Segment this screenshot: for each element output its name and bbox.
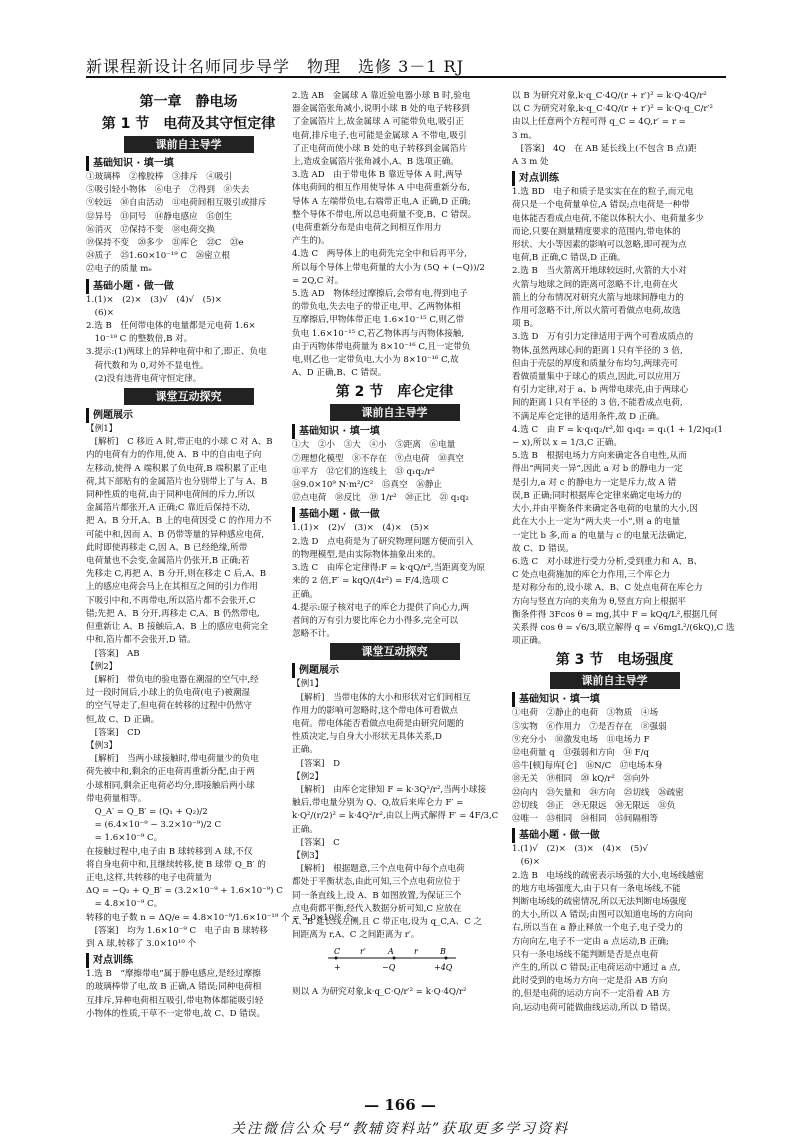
text-line: 荷,其下部贴有的金属箔片也分别带上了与 A、B xyxy=(86,476,268,487)
text-line: 2.选 D 点电荷是为了研究物理问题方便而引入 xyxy=(292,536,474,547)
text-line: 可能中和,因而 A、B 仍带等量的异种感应电荷, xyxy=(86,529,265,540)
text-line: 【例2】 xyxy=(292,771,324,782)
text-line: A、D 正确,B、C 错误。 xyxy=(292,368,387,379)
text-line: 先移走 C,再把 A、B 分开,则在移走 C 后,A、B xyxy=(86,569,267,580)
text-line: 3.提示:(1)两球上的异种电荷中和了,即正、负电 xyxy=(86,347,267,358)
text-line: = 1.6×10⁻⁹ C。 xyxy=(86,833,163,844)
text-line: 大小,并由平衡条件来确定各电荷的电量的大小,因 xyxy=(512,504,698,515)
text-line: ⑨充分小 ⑩激发电场 ⑪电场力 F xyxy=(512,734,650,745)
text-line: 3.选 C 由库仑定律得:F = k·qQ/r²,当距离变为原 xyxy=(292,563,486,574)
section-banner: 课前自主导学 xyxy=(124,136,254,153)
section-title: 第 2 节 库仑定律 xyxy=(335,384,454,401)
text-line: 过一段时间后,小球上的负电荷(电子)被潮湿 xyxy=(86,688,251,699)
text-line: 是引力,a 对 c 的静电力一定是斥力,故 A 错 xyxy=(512,477,677,488)
text-line: ①玻璃棒 ②橡胶棒 ③排斥 ④吸引 xyxy=(86,172,233,182)
text-line: Q_A′ = Q_B′ = (Q₁ + Q₂)/2 xyxy=(86,806,208,817)
text-line: 把 A、B 分开,A、B 上的电荷因受 C 的作用力不 xyxy=(86,516,272,527)
column-middle xyxy=(292,90,497,999)
text-line: 6.选 C 对小球进行受力分析,受到重力和 A、B、 xyxy=(512,556,703,567)
text-line: [答案] 4Q 在 AB 延长线上(不包含 B 点)距 xyxy=(512,143,697,154)
text-line: 但由于壳层的厚度和质量分布均匀,两球壳可 xyxy=(512,358,679,369)
text-line: 【例2】 xyxy=(86,661,118,672)
text-line: 作用可忽略不计,所以火箭可看做点电荷,故选 xyxy=(512,306,681,317)
text-line: 间的距离 l 只有半径的 3 倍,不能看成点电荷, xyxy=(512,398,683,409)
text-line: 由以上任意两个方程可得 q_C = 4Q,r′ = r = xyxy=(512,117,686,128)
text-line: 正确。 xyxy=(292,589,318,600)
text-line: 则以 A 为研究对象,k·q_C·Q/r′² = k·Q·4Q/r² xyxy=(292,986,467,997)
text-line: 5.选 B 根据电场力方向来确定各自电性,从而 xyxy=(512,451,687,462)
text-line: [答案] AB xyxy=(86,648,140,659)
text-line: 1.选 B “摩擦带电”属于静电感应,是经过摩擦 xyxy=(86,969,261,980)
text-line: 互排斥,异种电荷相互吸引,带电物体都能吸引轻 xyxy=(86,995,264,1006)
text-line: [解析] 当带电体的大小和形状对它们间相互 xyxy=(292,692,471,703)
text-line: 只有一条电场线不能判断是否是点电荷 xyxy=(512,949,659,960)
text-line: 作用力的影响可忽略时,这个带电体可看做点 xyxy=(292,705,459,716)
text-line: 到 A 球,转移了 3.0×10¹⁰ 个 xyxy=(86,938,197,949)
text-line: 得出“两同夹一异”,因此 a 对 b 的静电力一定 xyxy=(512,464,683,475)
diagram-label-plus-4q: +4Q xyxy=(434,963,453,973)
text-line: 将自身电荷中和,且继续转移,使 B 球带 Q_B′ 的 xyxy=(86,859,266,870)
text-line: 产生的,所以 C 错误;正电荷运动中通过 a 点, xyxy=(512,962,681,973)
text-line: 形状、大小等因素的影响可以忽略,即可视为点 xyxy=(512,240,687,251)
text-line: 4.选 C 两导体上的电荷先完全中和后再平分, xyxy=(292,249,467,260)
text-line: 触后,带电量分别为 Q、Q,故后来库仑力 F′ = xyxy=(292,798,464,809)
text-line: 器金属箔张角减小,说明小球 B 处的电子转移到 xyxy=(292,104,470,115)
text-line: ⑱无关 ⑲相同 ⑳ kQ/r² ㉑向外 xyxy=(512,774,650,785)
text-line: 都处于平衡状态,由此可知,三个点电荷应位于 xyxy=(292,877,461,888)
text-line: 项正确。 xyxy=(512,636,547,647)
diagram-label-b: B xyxy=(440,947,446,957)
footer-note: 关注微信公众号“教辅资料站”获取更多学习资料 xyxy=(230,1121,570,1137)
text-line: 电荷,排斥电子,也可能是金属球 A 不带电,吸引 xyxy=(292,130,467,141)
text-line: 2.选 AB 金属球 A 靠近验电器小球 B 时,验电 xyxy=(292,91,471,101)
text-line: ⑫异号 ⑬同号 ⑭静电感应 ⑮创生 xyxy=(86,211,233,222)
diagram-label-r-prime: r′ xyxy=(360,947,366,957)
text-line: 电,则乙也一定带负电,大小为 8×10⁻¹⁶ C,故 xyxy=(292,355,459,366)
text-line: 判断电场线的疏密情况,所以无法判断电场强度 xyxy=(512,896,687,907)
text-line: = (6.4×10⁻⁹ − 3.2×10⁻⁹)/2 C xyxy=(86,820,222,831)
subsection-heading: 基础小题 · 做一做 xyxy=(86,279,291,294)
subsection-heading: 对点训练 xyxy=(512,171,717,186)
text-line: 不满足库仑定律的适用条件,故 D 正确。 xyxy=(512,411,665,422)
text-line: 【例1】 xyxy=(86,424,118,435)
text-line: k·Q²/(r/2)² = k·4Q²/r²,由以上两式解得 F′ = 4F/3,C xyxy=(292,811,499,822)
text-line: 的地方电场强度大,由于只有一条电场线,不能 xyxy=(512,883,681,894)
diagram-charge-point xyxy=(335,957,338,960)
text-line: 内的电荷有力的作用,使 A、B 中的自由电子向 xyxy=(86,450,262,461)
text-line: ⑤实物 ⑥作用力 ⑦是否存在 ⑧强弱 xyxy=(512,721,667,732)
text-line: (6)× xyxy=(512,857,540,868)
text-line: 所以每个导体上带电荷量的大小为 (5Q + (−Q))/2 xyxy=(292,262,485,273)
text-line: 上的感应电荷会马上在其相互之间的引力作用 xyxy=(86,582,258,593)
text-line: 2.选 B 当火箭离开地球较远时,火箭的大小对 xyxy=(512,266,687,277)
text-line: 以 B 为研究对象,k·q_C·4Q/(r + r′)² = k·Q·4Q/r² xyxy=(512,91,707,101)
text-line: 是对称分布的,设小球 A、B、C 处点电荷在库仑力 xyxy=(512,583,703,594)
text-line: (电荷重新分布是由电荷之间相互作用力 xyxy=(292,223,442,234)
section-title: 第一章 静电场 xyxy=(139,94,238,110)
text-line: 右,所以当在 a 静止释放一个电子,电子受力的 xyxy=(512,923,683,934)
text-line: 由于丙物体带电荷量为 8×10⁻¹⁶ C,且一定带负 xyxy=(292,341,471,352)
subsection-heading: 例题展示 xyxy=(86,408,291,423)
text-line: 同一条直线上,设 A、B 如图放置,为保证三个 xyxy=(292,890,462,901)
text-line: 4.提示:原子核对电子的库仑力提供了向心力,两 xyxy=(292,602,470,613)
text-line: 了金属箔片上,故金属球 A 可能带负电,吸引正 xyxy=(292,117,464,128)
text-line: 而论,只要在测量精度要求的范围内,带电体的 xyxy=(512,226,681,237)
diagram-charge-point xyxy=(393,957,396,960)
text-line: ㉗切线 ㉘正 ㉙无限远 ㉚无限远 ㉛负 xyxy=(512,800,676,811)
text-line: 导体 A 左端带负电,右端带正电,A 正确,D 正确; xyxy=(292,196,471,207)
text-line: 10⁻¹⁹ C 的整数倍,B 对。 xyxy=(86,334,193,345)
subsection-heading: 基础小题 · 做一做 xyxy=(292,507,497,522)
text-line: 以 C 为研究对象,k·q_C·4Q/(r + r′)² = k·Q·q_C/r′² xyxy=(512,104,713,115)
text-line: − x),所以 x = 1/3,C 正确。 xyxy=(512,438,622,449)
subsection-heading: 基础知识 · 填一填 xyxy=(292,424,497,439)
text-line: 2.选 B 电场线的疏密表示场强的大小,电场线越密 xyxy=(512,870,704,881)
text-line: 此时即使再移走 C,因 A、B 已经绝缘,所带 xyxy=(86,542,248,553)
text-line: 此在大小上一定为“两大夹一小”,则 a 的电量 xyxy=(512,517,681,528)
text-line: ⑰点电荷 ⑱反比 ⑲ 1/r² ⑳正比 ㉑ q₁q₂ xyxy=(292,493,469,504)
text-line: 误,B 正确;同时根据库仑定律来确定电场力的 xyxy=(512,490,682,501)
text-line: 电荷。带电体能否看做点电荷是由研究问题的 xyxy=(292,718,464,729)
text-line: 但重新让 A、B 接触后,A、B 上的感应电荷完全 xyxy=(86,622,269,633)
text-line: 火箭与地球之间的距离可忽略不计,电荷在火 xyxy=(512,279,679,290)
text-line: 正确。 xyxy=(292,824,318,835)
page-number: — 166 — xyxy=(364,1096,436,1114)
text-line: 小物体的性质,干草不一定带电,故 C、D 错误。 xyxy=(86,1008,266,1019)
page-header: 新课程新设计名师同步导学 物理 选修 3－1 RJ xyxy=(86,54,726,78)
text-line: [答案] 均为 1.6×10⁻⁹ C 电子由 B 球转移 xyxy=(86,925,269,936)
text-line: 衡条件得 3Fcos θ = mg,其中 F = kQq/L²,根据几何 xyxy=(512,609,718,620)
text-line: ⑤吸引轻小物体 ⑥电子 ⑦得到 ⑧失去 xyxy=(86,185,250,196)
text-line: (6)× xyxy=(86,307,114,318)
text-line: 正确。 xyxy=(292,745,318,756)
text-line: A、B 延长线左侧,且 C 带正电,设为 q_C,A、C 之 xyxy=(292,916,483,927)
diagram-label-plus: + xyxy=(334,963,341,973)
text-line: 1.(1)× (2)× (3)√ (4)√ (5)× xyxy=(86,294,222,305)
text-line: 性质决定,与自身大小形状无具体关系,D xyxy=(292,732,442,743)
text-line: [答案] CD xyxy=(86,727,141,738)
subsection-heading: 例题展示 xyxy=(292,663,497,678)
text-line: 1.选 BD 电子和质子是实实在在的粒子,而元电 xyxy=(512,187,694,198)
text-line: 的物理模型,是由实际物体抽象出来的。 xyxy=(292,549,441,560)
text-line: ㉒向内 ㉓矢量和 ㉔方向 ㉕切线 ㉖疏密 xyxy=(512,787,684,798)
section-banner: 课堂互动探究 xyxy=(124,388,254,405)
text-line: 电荷量也不会变,金属箔片仍张开,B 正确;若 xyxy=(86,556,250,567)
text-line: 来的 2 倍,F′ = kqQ/(4r²) = F/4,选项 C xyxy=(292,576,449,587)
text-line: 看做质量集中于球心的质点,因此,可以应用万 xyxy=(512,372,681,383)
text-line: 错;先把 A、B 分开,再移走 C,A、B 仍然带电, xyxy=(86,608,260,619)
subsection-heading: 对点训练 xyxy=(86,953,291,968)
subsection-heading: 基础知识 · 填一填 xyxy=(512,692,717,707)
section-title: 第 3 节 电场强度 xyxy=(555,652,674,669)
diagram-label-a: A xyxy=(388,947,394,957)
charge-line-diagram xyxy=(322,944,462,978)
text-line: ㉔质子 ㉕1.60×10⁻¹⁹ C ㉖密立根 xyxy=(86,251,230,262)
text-line: (2)没有违背电荷守恒定律。 xyxy=(86,373,202,384)
text-line: 荷只是一个电荷量单位,A 错误;点电荷是一种带 xyxy=(512,200,690,211)
text-line: 同种性质的电荷,由于同种电荷间的斥力,所以 xyxy=(86,490,255,501)
text-line: [答案] C xyxy=(292,837,340,848)
text-line: 【例3】 xyxy=(292,850,324,861)
text-line: 此时受到的电场力方向一定是沿 AB 方向 xyxy=(512,976,668,987)
text-line: 的,但是电荷的运动方向不一定沿着 AB 方 xyxy=(512,989,671,1000)
text-line: 恒,故 C、D 正确。 xyxy=(86,714,160,725)
text-line: A 3 m 处 xyxy=(512,157,549,168)
text-line: 的空气导走了,但电荷在转移的过程中仍然守 xyxy=(86,701,253,712)
text-line: 整个导体不带电,所以总电荷量不变,B、C 错误。 xyxy=(292,209,477,220)
text-line: 上,造成金属箔片张角减小,A、B 选项正确。 xyxy=(292,157,459,168)
text-line: 荷代数和为 0,对外不显电性。 xyxy=(86,360,209,371)
text-line: 带电荷量相等。 xyxy=(86,793,147,804)
text-line: 的大小,所以 A 错误;由图可以知道电场的方向向 xyxy=(512,910,693,921)
text-line: 互摩擦后,甲物体带正电 1.6×10⁻¹⁵ C,则乙带 xyxy=(292,315,465,326)
text-line: C 处点电荷施加的库仑力作用,三个库仑力 xyxy=(512,570,671,581)
text-line: 在接触过程中,电子由 B 球转移到 A 球,不仅 xyxy=(86,846,253,857)
text-line: 体电荷间的相互作用使导体 A 中电荷重新分布, xyxy=(292,183,470,194)
text-line: [解析] 由库仑定律知 F = k·3Q²/r²,当两小球接 xyxy=(292,784,487,795)
text-line: 箭上的分布情况对研究火箭与地球间静电力的 xyxy=(512,292,684,303)
text-line: ㉗电子的质量 mₑ xyxy=(86,264,152,275)
text-line: 物体,虽然两球心间的距离 l 只有半径的 3 倍, xyxy=(512,345,683,356)
text-line: 中和,箔片都不会张开,D 错。 xyxy=(86,635,196,646)
text-line: = 2Q,C 对。 xyxy=(292,275,344,286)
text-line: ⑨较远 ⑩自由活动 ⑪电荷间相互吸引或排斥 xyxy=(86,198,267,209)
text-line: 正电,这样,共转移的电子电荷量为 xyxy=(86,872,212,883)
text-line: 忽略不计。 xyxy=(292,629,335,640)
text-line: = 4.8×10⁻⁹ C。 xyxy=(86,899,163,910)
diagram-label-c: C xyxy=(334,947,341,957)
text-line: [解析] 当两小球接触时,带电荷量少的负电 xyxy=(86,754,259,765)
text-line: 转移的电子数 n = ΔQ/e = 4.8×10⁻⁹/1.6×10⁻¹⁹ 个 = 3.0×10¹⁰ 个。 xyxy=(86,912,361,923)
text-line: ⑦理想化模型 ⑧不存在 ⑨点电荷 ⑩真空 xyxy=(292,453,464,464)
text-line: 荷先被中和,剩余的正电荷再重新分配,由于两 xyxy=(86,767,255,778)
text-line: ①电荷 ②静止的电荷 ③物质 ④场 xyxy=(512,708,659,719)
text-line: 2.选 B 任何带电体的电量都是元电荷 1.6× xyxy=(86,321,256,332)
text-line: 向,运动电荷可能做曲线运动,所以 D 错误。 xyxy=(512,1002,676,1013)
text-line: 故 C、D 错误。 xyxy=(512,543,574,554)
text-line: 1.(1)√ (2)× (3)× (4)× (5)√ xyxy=(512,844,648,855)
subsection-heading: 基础知识 · 填一填 xyxy=(86,156,291,171)
section-banner: 课前自主导学 xyxy=(550,672,680,689)
column-right xyxy=(512,90,735,1015)
diagram-label-r: r xyxy=(414,947,418,957)
text-line: 【例1】 xyxy=(292,679,324,690)
text-line: 一定比 b 多,而 a 的电量与 c 的电量无法确定, xyxy=(512,530,687,541)
text-line: 3.选 D 万有引力定律适用于两个可看成质点的 xyxy=(512,332,694,343)
text-line: 4.选 C 由 F = k·q₁q₂/r²,如 q₁q₂ = q₁(1 + 1/2)q₂(1 xyxy=(512,424,723,435)
text-line: 间距离为 r,A、C 之间距离为 r′。 xyxy=(292,930,420,941)
text-line: ⑮牛[顿]每库[仑] ⑯N/C ⑰电场本身 xyxy=(512,761,663,772)
text-line: ⑪平方 ⑫它们的连线上 ⑬ q₁q₂/r² xyxy=(292,466,435,477)
text-line: ⑲保持不变 ⑳多少 ㉑库仑 ㉒C ㉓e xyxy=(86,238,244,249)
text-line: 关系得 cos θ = √6/3,联立解得 q = √6mgL²/(6kQ),C 选 xyxy=(512,622,735,633)
text-line: [解析] 带负电的验电器在潮湿的空气中,经 xyxy=(86,674,259,685)
text-line: 电体能否看成点电荷,不能以体积大小、电荷量多少 xyxy=(512,213,704,224)
text-line: 者间的万有引力要比库仑力小得多,完全可以 xyxy=(292,615,459,626)
text-line: 【例3】 xyxy=(86,740,118,751)
text-line: 3 m。 xyxy=(512,130,537,141)
text-line: 5.选 AD 物体经过摩擦后,会带有电,得到电子 xyxy=(292,289,468,300)
text-line: 方向与竖直方向的夹角为 θ,竖直方向上根据平 xyxy=(512,596,686,607)
text-line: ⑯消灭 ⑰保持不变 ⑱电荷交换 xyxy=(86,224,215,235)
text-line: 点电荷都平衡,经代入数据分析可知,C 应放在 xyxy=(292,903,462,914)
text-line: ①大 ②小 ③大 ④小 ⑤距离 ⑥电量 xyxy=(292,440,456,451)
subsection-heading: 基础小题 · 做一做 xyxy=(512,828,717,843)
text-line: 1.(1)× (2)√ (3)× (4)× (5)× xyxy=(292,523,430,534)
text-line: 左移动,使得 A 端积累了负电荷,B 端积累了正电 xyxy=(86,463,267,474)
section-title: 第 1 节 电荷及其守恒定律 xyxy=(101,116,276,132)
text-line: ⑫电荷量 q ⑬强弱和方向 ⑭ F/q xyxy=(512,747,650,758)
diagram-charge-point xyxy=(445,957,448,960)
text-line: 的玻璃棒带了电,故 B 正确,A 错误;同种电荷相 xyxy=(86,982,262,993)
section-banner: 课堂互动探究 xyxy=(330,643,460,660)
text-line: 负电 1.6×10⁻¹⁵ C,若乙物体再与丙物体接触, xyxy=(292,328,465,339)
text-line: 产生的)。 xyxy=(292,236,330,247)
text-line: ⑭9.0×10⁹ N·m²/C² ⑮真空 ⑯静止 xyxy=(292,480,443,491)
section-banner: 课前自主导学 xyxy=(330,404,460,421)
text-line: [解析] 根据题意,三个点电荷中每个点电荷 xyxy=(292,864,465,875)
text-line: 方向向左,电子不一定由 a 点运动,B 正确; xyxy=(512,936,669,947)
text-line: ㉜唯一 ㉝相同 ㉞相同 ㉟间隔相等 xyxy=(512,813,659,824)
text-line: 电荷,B 正确,C 错误,D 正确。 xyxy=(512,253,626,264)
text-line: 下吸引中和,不再带电,所以箔片都不会张开,C xyxy=(86,595,256,606)
text-line: ΔQ = −Q₂ + Q_B′ = (3.2×10⁻⁹ + 1.6×10⁻⁹) C xyxy=(86,886,283,897)
text-line: 了正电荷而使小球 B 处的电子转移到金属箔片 xyxy=(292,143,468,154)
text-line: 金属箔片都张开,A 正确;C 靠近后保持不动, xyxy=(86,503,251,514)
text-line: 3.选 AD 由于带电体 B 靠近导体 A 时,两导 xyxy=(292,170,463,181)
text-line: [答案] D xyxy=(292,758,340,769)
text-line: 项 B。 xyxy=(512,319,539,330)
text-line: 小球相同,剩余正电荷必均分,即接触后两小球 xyxy=(86,780,255,791)
text-line: 有引力定律,对于 a、b 两带电球壳,由于两球心 xyxy=(512,385,689,396)
text-line: [解析] C 移近 A 时,带正电的小球 C 对 A、B xyxy=(86,437,273,448)
text-line: 的带负电,失去电子的带正电,甲、乙两物体相 xyxy=(292,302,461,313)
diagram-label-minus-q: −Q xyxy=(382,963,396,973)
